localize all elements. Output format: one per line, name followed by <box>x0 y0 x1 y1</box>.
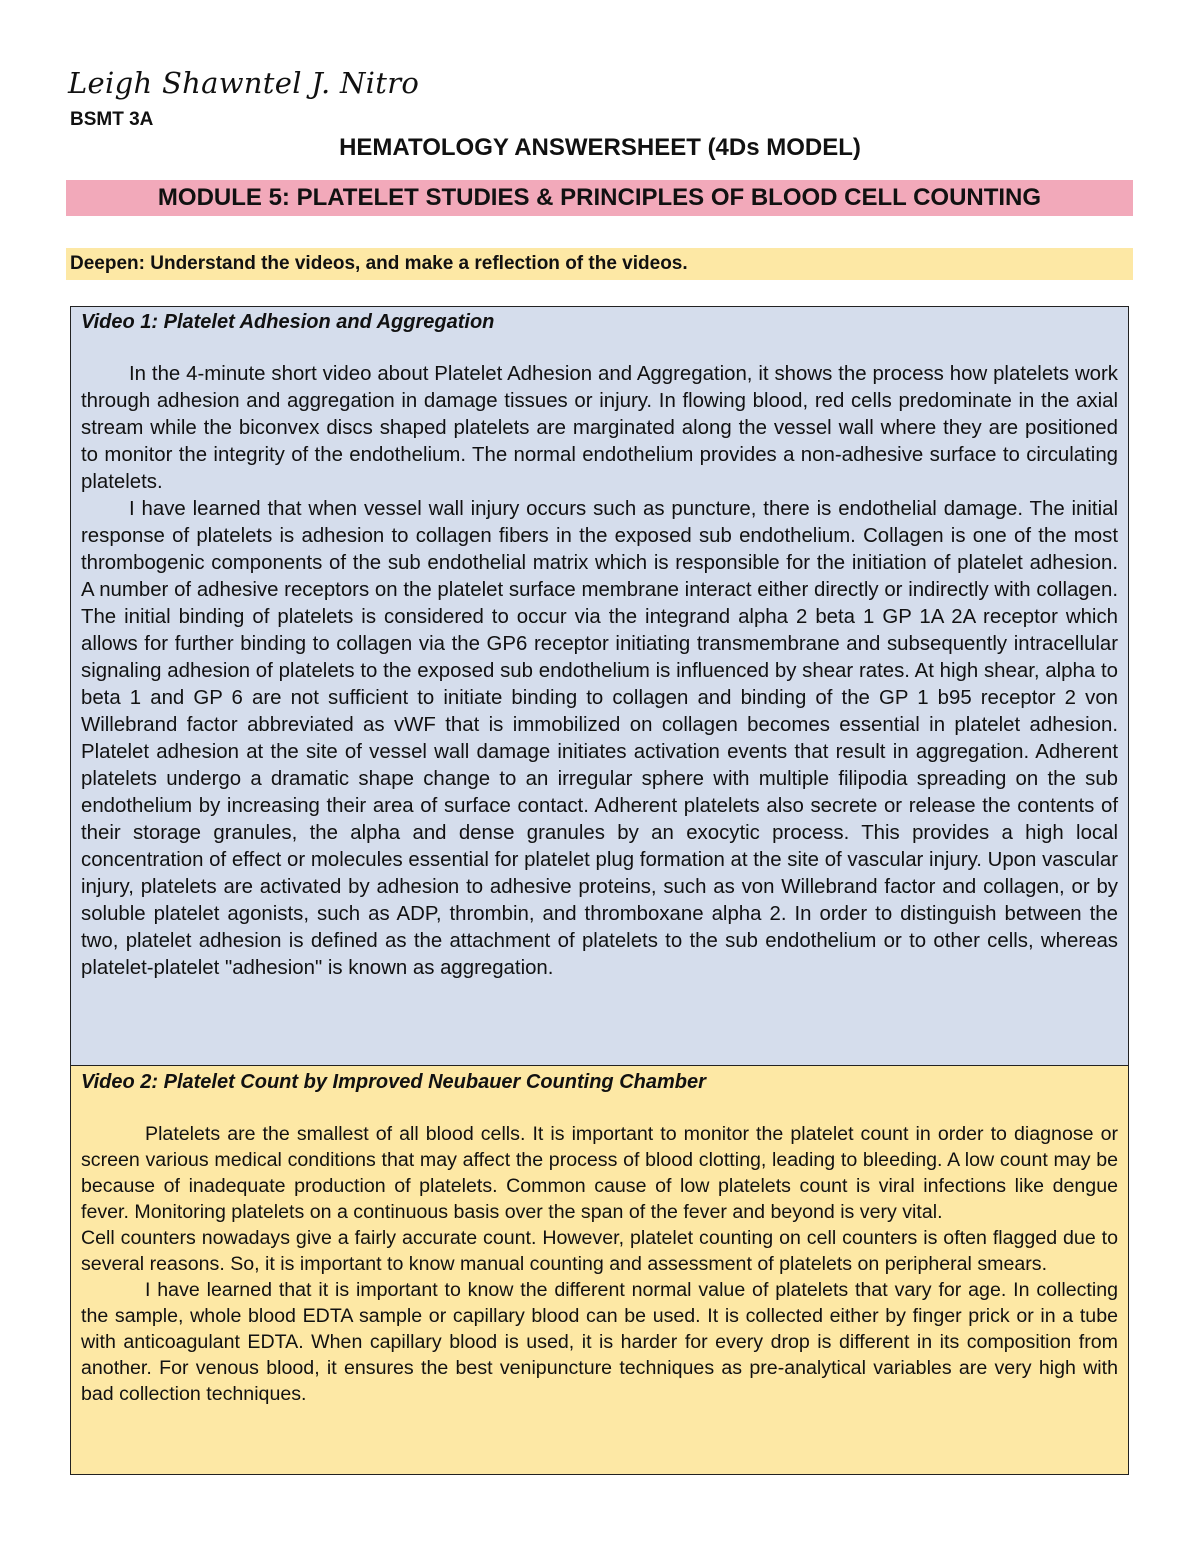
module-title-banner: MODULE 5: PLATELET STUDIES & PRINCIPLES OF BLOOD CELL COUNTING <box>66 180 1133 216</box>
video-2-paragraph-1: Platelets are the smallest of all blood cells. It is important to monitor the platelet count in order to diagnose or screen various medical conditions that may affect the process of blood clotting, leading to bleeding. A low count may be because of inadequate production of platelets. Common cause of low platelets count is viral infections like dengue fever. Monitoring platelets on a continuous basis over the span of the fever and beyond is very vital. <box>81 1123 1118 1223</box>
video-2-paragraph-2: Cell counters nowadays give a fairly accurate count. However, platelet counting on cell counters is often flagged due to several reasons. So, it is important to know manual counting and assessment of platelets on peripheral smears. <box>81 1227 1118 1275</box>
student-section: BSMT 3A <box>70 109 154 130</box>
video-2-reflection-box <box>70 1066 1129 1475</box>
video-1-title: Video 1: Platelet Adhesion and Aggregation <box>81 311 495 333</box>
video-1-paragraph-2: I have learned that when vessel wall injury occurs such as puncture, there is endothelial damage. The initial response of platelets is adhesion to collagen fibers in the exposed sub endothelium. Collagen is one of the most thrombogenic components of the sub endothelial matrix which is responsible for the initiation of platelet adhesion. A number of adhesive receptors on the platelet surface membrane interact either directly or indirectly with collagen. The initial binding of platelets is considered to occur via the integrand alpha 2 beta 1 GP 1A 2A receptor which allows for further binding to collagen via the GP6 receptor initiating transmembrane and subsequently intracellular signaling adhesion of platelets to the exposed sub endothelium is influenced by shear rates. At high shear, alpha to beta 1 and GP 6 are not sufficient to initiate binding to collagen and binding of the GP 1 b95 receptor 2 von Willebrand factor abbreviated as vWF that is immobilized on collagen becomes essential in platelet adhesion. Platelet adhesion at the site of vessel wall damage initiates activation events that result in aggregation. Adherent platelets undergo a dramatic shape change to an irregular sphere with multiple filipodia spreading on the sub endothelium by increasing their area of surface contact. Adherent platelets also secrete or release the contents of their storage granules, the alpha and dense granules by an exocytic process. This provides a high local concentration of effect or molecules essential for platelet plug formation at the site of vascular injury. Upon vascular injury, platelets are activated by adhesion to adhesive proteins, such as von Willebrand factor and collagen, or by soluble platelet agonists, such as ADP, thrombin, and thromboxane alpha 2. In order to distinguish between the two, platelet adhesion is defined as the attachment of platelets to the sub endothelium or to other cells, whereas platelet-platelet "adhesion" is known as aggregation. <box>81 498 1118 979</box>
video-1-reflection-box <box>70 306 1129 1066</box>
document-title: HEMATOLOGY ANSWERSHEET (4Ds MODEL) <box>339 134 861 161</box>
video-1-paragraph-1: In the 4-minute short video about Platelet Adhesion and Aggregation, it shows the process how platelets work through adhesion and aggregation in damage tissues or injury. In flowing blood, red cells predominate in the axial stream while the biconvex discs shaped platelets are marginated along the vessel wall where they are positioned to monitor the integrity of the endothelium. The normal endothelium provides a non-adhesive surface to circulating platelets. <box>81 363 1118 493</box>
instruction-bar: Deepen: Understand the videos, and make a reflection of the videos. <box>66 248 1133 280</box>
video-2-paragraph-3: I have learned that it is important to know the different normal value of platelets that vary for age. In collecting the sample, whole blood EDTA sample or capillary blood can be used. It is collected either by finger prick or in a tube with anticoagulant EDTA. When capillary blood is used, it is harder for every drop is different in its composition from another. For venous blood, it ensures the best venipuncture techniques as pre-analytical variables are very high with bad collection techniques. <box>81 1279 1118 1405</box>
student-name-signature: Leigh Shawntel J. Nitro <box>68 66 420 100</box>
video-2-title: Video 2: Platelet Count by Improved Neubauer Counting Chamber <box>81 1071 706 1093</box>
